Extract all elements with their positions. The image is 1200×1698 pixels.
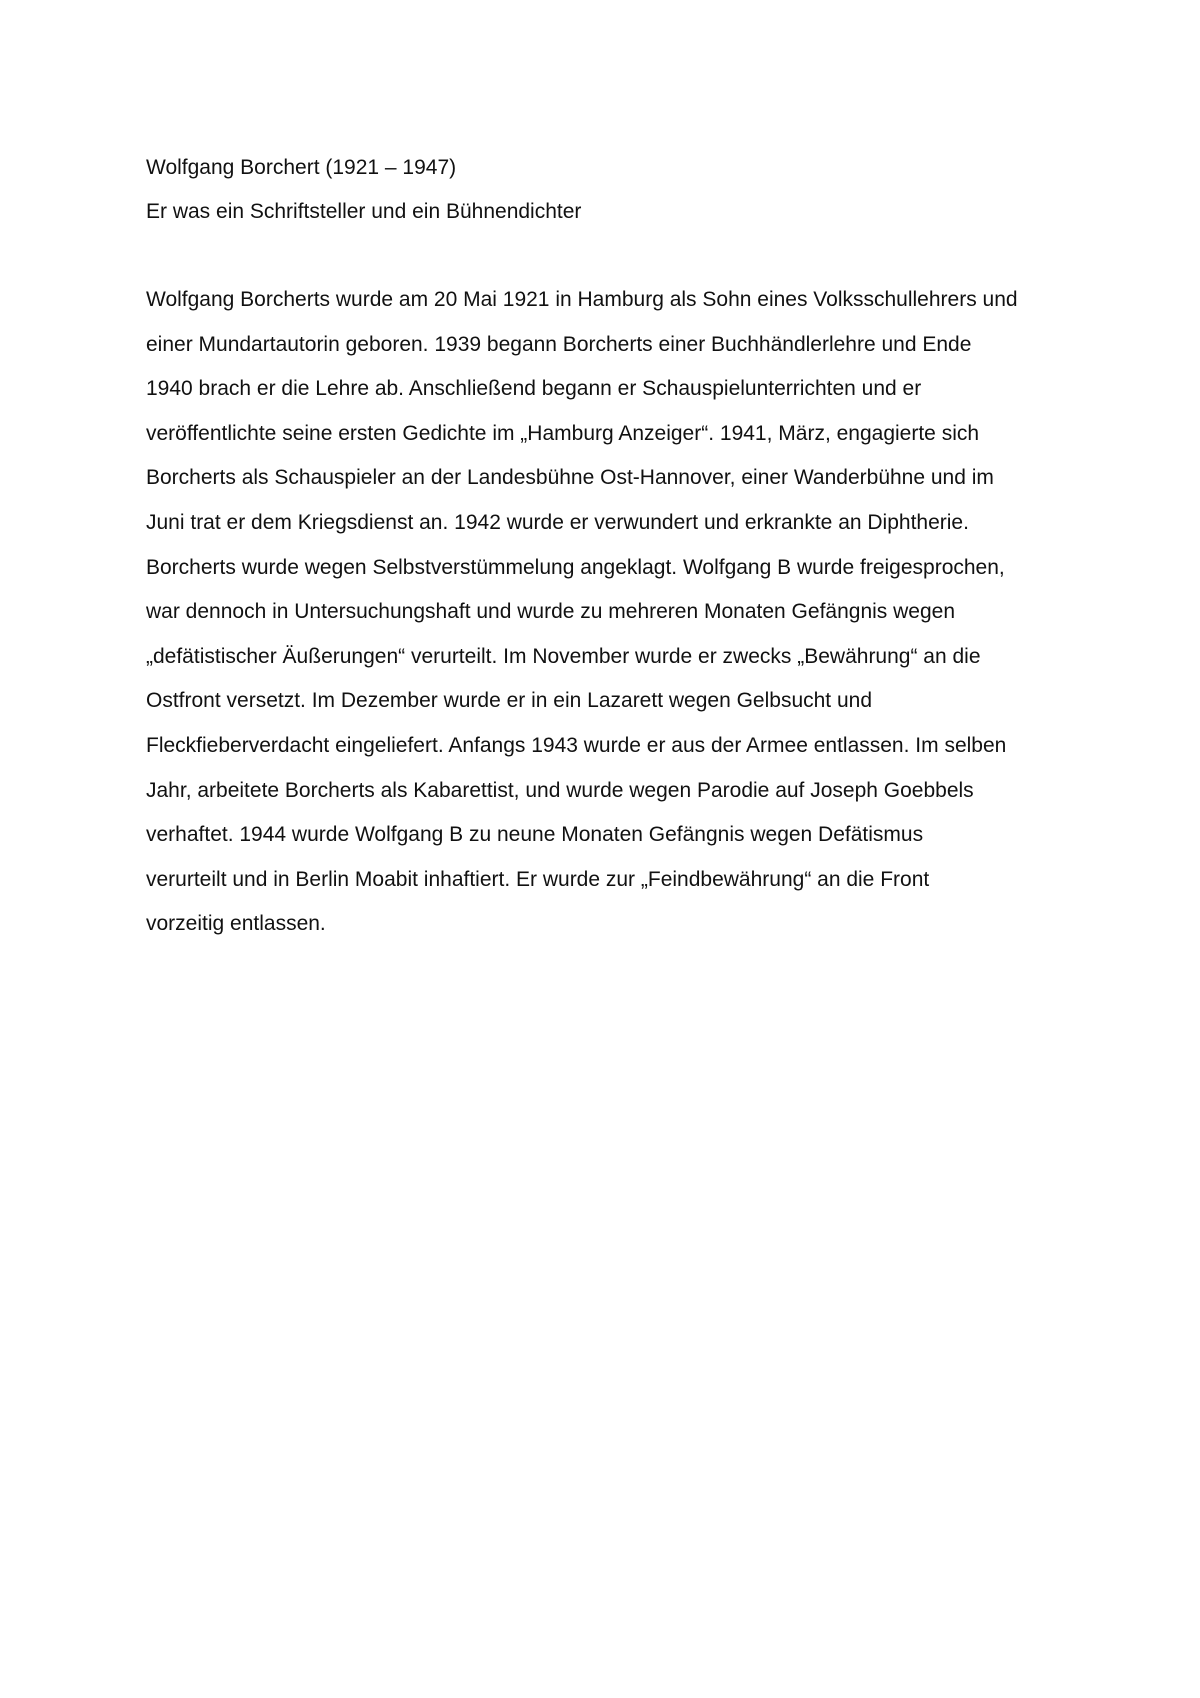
paragraph-line: „defätistischer Äußerungen“ verurteilt. Im November wurde er zwecks „Bewährung“ an die <box>146 644 981 668</box>
paragraph-line: einer Mundartautorin geboren. 1939 begann Borcherts einer Buchhändlerlehre und Ende <box>146 332 972 356</box>
document-subtitle: Er was ein Schriftsteller und ein Bühnendichter <box>146 200 582 223</box>
paragraph-line: verurteilt und in Berlin Moabit inhaftiert. Er wurde zur „Feindbewährung“ an die Front <box>146 867 930 891</box>
document-title: Wolfgang Borchert (1921 – 1947) <box>146 156 457 179</box>
paragraph-line: 1940 brach er die Lehre ab. Anschließend begann er Schauspielunterrichten und er <box>146 377 922 401</box>
paragraph-spacer <box>146 234 1076 278</box>
paragraph-line: Wolfgang Borcherts wurde am 20 Mai 1921 in Hamburg als Sohn eines Volksschullehrers und <box>146 288 1018 311</box>
paragraph-line: Ostfront versetzt. Im Dezember wurde er in ein Lazarett wegen Gelbsucht und <box>146 689 873 713</box>
paragraph-line: Borcherts als Schauspieler an der Landesbühne Ost-Hannover, einer Wanderbühne und im <box>146 466 994 490</box>
document-content <box>146 146 1076 947</box>
paragraph-line: war dennoch in Untersuchungshaft und wurde zu mehreren Monaten Gefängnis wegen <box>146 600 956 624</box>
paragraph-line: Borcherts wurde wegen Selbstverstümmelung angeklagt. Wolfgang B wurde freigesprochen, <box>146 555 1005 579</box>
paragraph-line: Fleckfieberverdacht eingeliefert. Anfangs 1943 wurde er aus der Armee entlassen. Im selben <box>146 733 1007 757</box>
paragraph-line: veröffentlichte seine ersten Gedichte im „Hamburg Anzeiger“. 1941, März, engagierte sich <box>146 421 980 445</box>
paragraph-line: Jahr, arbeitete Borcherts als Kabarettist, und wurde wegen Parodie auf Joseph Goebbels <box>146 778 974 802</box>
paragraph-line: Juni trat er dem Kriegsdienst an. 1942 wurde er verwundert und erkrankte an Diphtherie. <box>146 510 969 534</box>
biography-paragraph <box>146 278 1076 947</box>
paragraph-line: verhaftet. 1944 wurde Wolfgang B zu neune Monaten Gefängnis wegen Defätismus <box>146 823 924 847</box>
paragraph-line: vorzeitig entlassen. <box>146 912 326 936</box>
